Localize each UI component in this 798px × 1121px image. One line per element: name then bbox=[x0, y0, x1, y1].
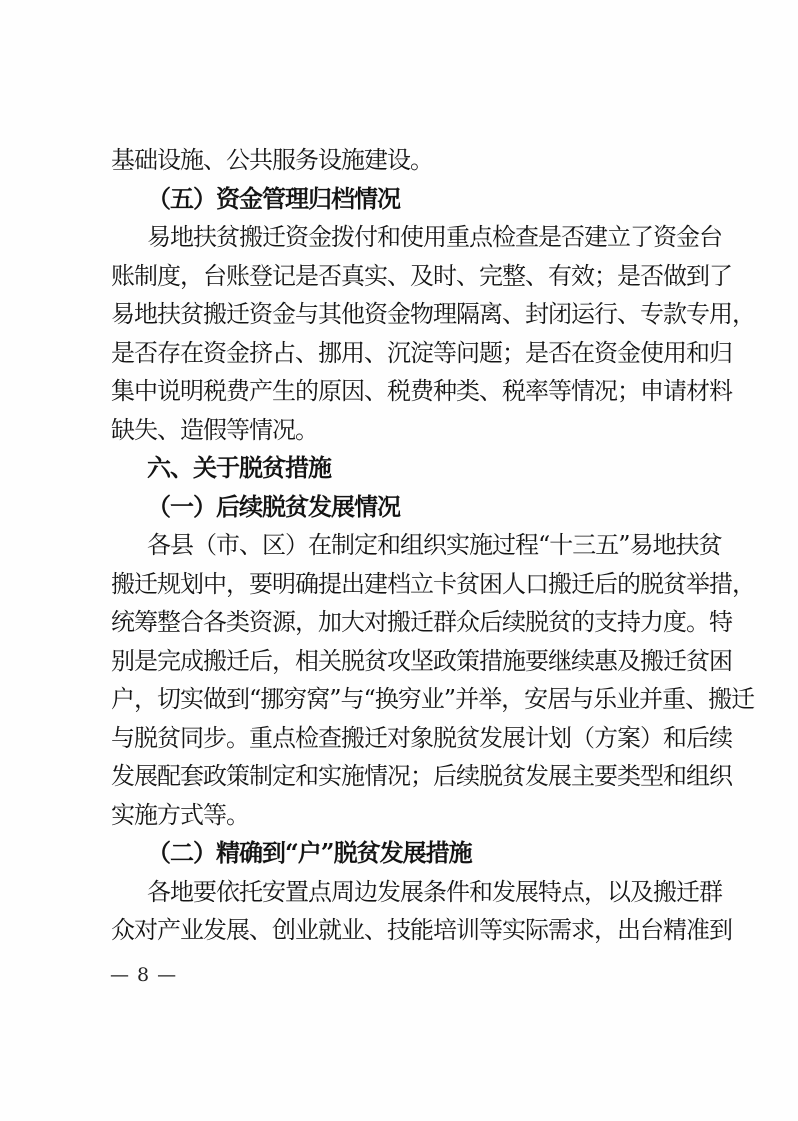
paragraph-line: 基础设施、公共服务设施建设。 bbox=[111, 146, 433, 174]
paragraph-line: 易地扶贫搬迁资金与其他资金物理隔离、封闭运行、专款专用， bbox=[111, 300, 755, 328]
paragraph-line: 易地扶贫搬迁资金拨付和使用重点检查是否建立了资金台 bbox=[147, 223, 722, 251]
subsection-heading-1-followup-development: （一）后续脱贫发展情况 bbox=[147, 491, 400, 521]
paragraph-line: 发展配套政策制定和实施情况；后续脱贫发展主要类型和组织 bbox=[111, 762, 732, 790]
paragraph-line: 统筹整合各类资源，加大对搬迁群众后续脱贫的支持力度。特 bbox=[111, 608, 732, 636]
section-heading-5-fund-management: （五）资金管理归档情况 bbox=[147, 183, 400, 213]
paragraph-line: 是否存在资金挤占、挪用、沉淀等问题；是否在资金使用和归 bbox=[111, 338, 732, 367]
section-heading-6-poverty-measures: 六、关于脱贫措施 bbox=[147, 453, 331, 482]
paragraph-line: 缺失、造假等情况。 bbox=[111, 415, 318, 444]
paragraph-line: 搬迁规划中，要明确提出建档立卡贫困人口搬迁后的脱贫举措， bbox=[111, 569, 755, 598]
paragraph-line: 众对产业发展、创业就业、技能培训等实际需求，出台精准到 bbox=[111, 916, 732, 944]
paragraph-line: 各县（市、区）在制定和组织实施过程“十三五”易地扶贫 bbox=[147, 531, 722, 559]
paragraph-line: 户，切实做到“挪穷窝”与“换穷业”并举，安居与乐业并重、搬迁 bbox=[111, 685, 755, 713]
document-text-block bbox=[111, 141, 755, 950]
paragraph-line: 各地要依托安置点周边发展条件和发展特点，以及搬迁群 bbox=[147, 877, 722, 906]
paragraph-line: 与脱贫同步。重点检查搬迁对象脱贫发展计划（方案）和后续 bbox=[111, 723, 732, 752]
page-number: — 8 — bbox=[110, 964, 178, 986]
paragraph-line: 实施方式等。 bbox=[111, 800, 249, 829]
paragraph-line: 集中说明税费产生的原因、税费种类、税率等情况；申请材料 bbox=[111, 377, 732, 405]
paragraph-line: 账制度，台账登记是否真实、及时、完整、有效；是否做到了 bbox=[111, 261, 732, 290]
subsection-heading-2-household-measures: （二）精确到“户”脱贫发展措施 bbox=[147, 838, 472, 867]
paragraph-line: 别是完成搬迁后，相关脱贫攻坚政策措施要继续惠及搬迁贫困 bbox=[111, 646, 732, 675]
